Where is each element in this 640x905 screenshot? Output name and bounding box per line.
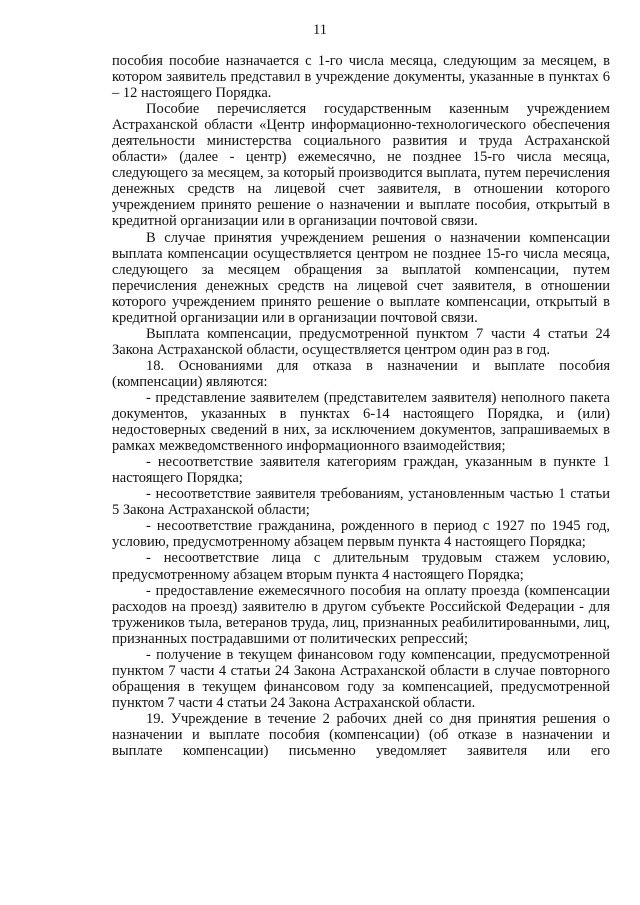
paragraph: 18. Основаниями для отказа в назначении и выплате пособия (компенсации) являются: bbox=[112, 357, 610, 390]
page-number: 11 bbox=[313, 22, 327, 38]
paragraph: - несоответствие заявителя требованиям, установленным частью 1 статьи 5 Закона Астраханской области; bbox=[112, 486, 610, 519]
document-body bbox=[112, 53, 610, 759]
paragraph: - предоставление ежемесячного пособия на оплату проезда (компенсации расходов на проезд) заявителю в другом субъекте Российской Федерации - для тружеников тыла, ветеранов труда, лиц, признанных реабилитированными, лиц, признанных пострадавшими от политических репрессий; bbox=[112, 582, 610, 647]
paragraph: - несоответствие заявителя категориям граждан, указанным в пункте 1 настоящего Порядка; bbox=[112, 454, 610, 487]
paragraph: - представление заявителем (представителем заявителя) неполного пакета документов, указанных в пунктах 6-14 настоящего Порядка, и (или) недостоверных сведений в них, за исключением документов, запрашиваемых в рамках межведомственного информационного взаимодействия; bbox=[112, 389, 610, 455]
paragraph: пособия пособие назначается с 1-го числа месяца, следующим за месяцем, в котором заявитель представил в учреждение документы, указанные в пунктах 6 – 12 настоящего Порядка. bbox=[112, 53, 610, 102]
paragraph: - несоответствие лица с длительным трудовым стажем условию, предусмотренному абзацем вторым пункта 4 настоящего Порядка; bbox=[112, 550, 610, 583]
paragraph: - несоответствие гражданина, рожденного в период с 1927 по 1945 год, условию, предусмотренному абзацем первым пункта 4 настоящего Порядка; bbox=[112, 518, 610, 551]
paragraph: - получение в текущем финансовом году компенсации, предусмотренной пунктом 7 части 4 статьи 24 Закона Астраханской области в случае повторного обращения в текущем финансовом году за компенсацией, предусмотренной пунктом 7 части 4 статьи 24 Закона Астраханской области. bbox=[112, 646, 610, 711]
paragraph: Выплата компенсации, предусмотренной пунктом 7 части 4 статьи 24 Закона Астраханской области, осуществляется центром один раз в год. bbox=[112, 325, 610, 358]
paragraph: Пособие перечисляется государственным казенным учреждением Астраханской области «Центр информационно-технологического обеспечения деятельности министерства социального развития и труда Астраханской области» (далее - центр) ежемесячно, не позднее 15-го числа месяца, следующего за месяцем, за который производится выплата, путем перечисления денежных средств на лицевой счет заявителя, в отношении которого учреждением принято решение о назначении и выплате пособия, открытый в кредитной организации или в организации почтовой связи. bbox=[112, 101, 610, 230]
paragraph: В случае принятия учреждением решения о назначении компенсации выплата компенсации осуществляется центром не позднее 15-го числа месяца, следующего за месяцем обращения за выплатой компенсации, путем перечисления денежных средств на лицевой счет заявителя, в отношении которого учреждением принято решение о выплате компенсации, открытый в кредитной организации или в организации почтовой связи. bbox=[112, 229, 610, 326]
paragraph: 19. Учреждение в течение 2 рабочих дней со дня принятия решения о назначении и выплате пособия (компенсации) (об отказе в назначении и выплате компенсации) письменно уведомляет заявителя или его bbox=[112, 710, 610, 760]
